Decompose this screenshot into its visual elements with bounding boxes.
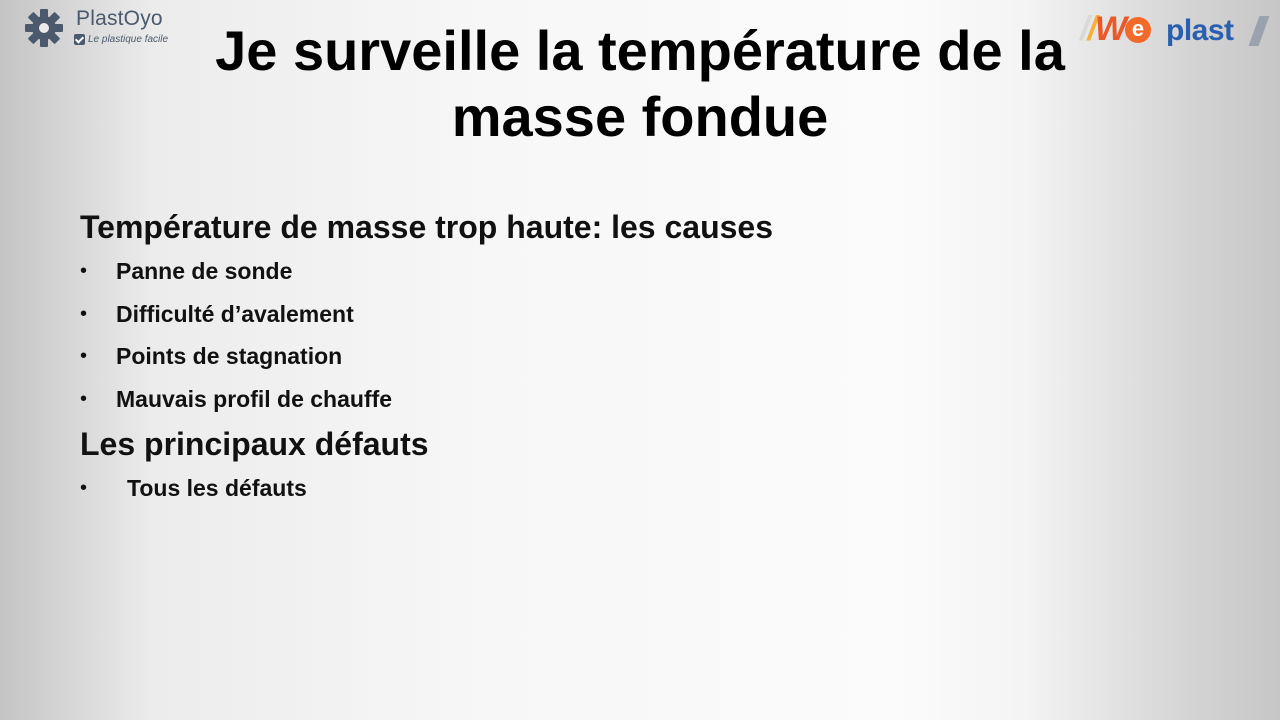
bullet-icon: • [80,387,88,410]
checkbox-icon [74,34,85,45]
defauts-list [80,467,1080,510]
causes-list [80,250,1080,420]
list-item-text: Points de stagnation [116,343,343,369]
bullet-icon: • [80,302,88,325]
bullet-icon: • [80,477,88,499]
gear-icon [20,6,72,48]
slide-content [80,204,1080,510]
list-item [80,335,1080,378]
bullet-icon: • [80,345,88,367]
plastoyo-tagline-text: Le plastique facile [88,34,169,45]
list-item [80,467,1080,510]
list-item-text: Difficulté d’avalement [116,300,354,327]
list-item-text: Tous les défauts [127,475,307,501]
weplast-logo-mark: //W e [1080,10,1151,49]
bullet-icon: • [80,260,88,282]
list-item [80,293,1080,336]
list-item-text: Mauvais profil de chauffe [116,385,393,412]
slide-title: Je surveille la température de la masse fondue [215,19,1065,148]
list-item-text: Panne de sonde [116,258,293,284]
weplast-logo-text: plast [1166,14,1234,47]
plastoyo-name: PlastOyo [76,7,163,30]
section-heading-defauts: Les principaux défauts [80,426,429,462]
weplast-logo-slash [1249,16,1270,46]
section-heading-causes: Température de masse trop haute: les causes [80,209,774,245]
list-item [80,378,1080,421]
list-item [80,250,1080,293]
plastoyo-tagline [74,34,168,45]
